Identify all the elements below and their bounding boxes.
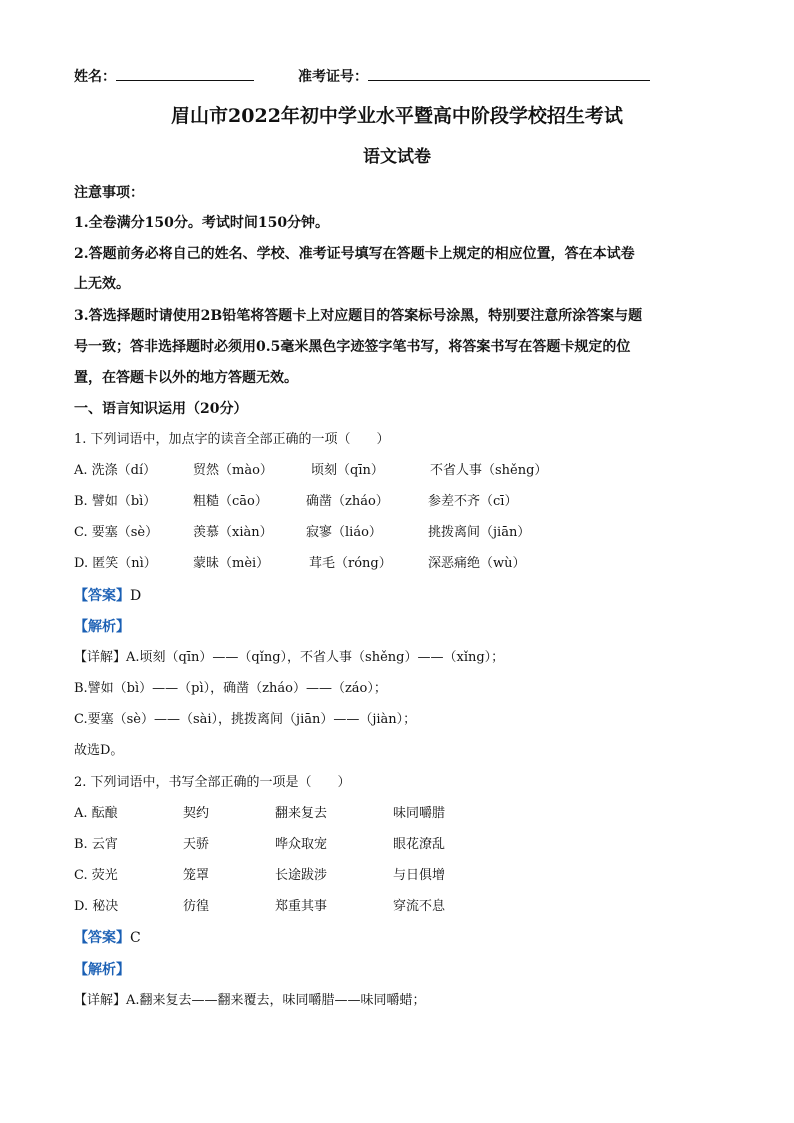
question-2-stem: 2. 下列词语中，书写全部正确的一项是（ ）: [74, 775, 351, 790]
id-field-row: [298, 66, 650, 87]
id-blank: [368, 66, 650, 81]
q2-option-b-1: B. 云宵: [74, 837, 118, 852]
q2-option-c-3: 长途跋涉: [275, 868, 328, 883]
q2-answer-tag: 【答案】: [74, 930, 130, 946]
name-field-row: [74, 66, 254, 87]
q1-option-b-4: 参差不齐（cī）: [428, 494, 518, 509]
q2-option-b-4: 眼花潦乱: [393, 837, 446, 852]
q1-answer-tag: 【答案】: [74, 588, 130, 604]
q1-detail-tag: 【详解】: [74, 650, 127, 665]
q1-option-c-4: 挑拨离间（jiān）: [428, 525, 531, 540]
q1-option-a-2: 贸然（mào）: [193, 463, 273, 478]
q2-option-a-2: 契约: [183, 806, 210, 821]
q2-detail-tag: 【详解】: [74, 993, 127, 1008]
q1-detail-4: 故选D。: [74, 743, 124, 758]
q1-option-b-3: 确凿（zháo）: [306, 494, 389, 509]
section-heading: 一、语言知识运用（20分）: [74, 401, 248, 417]
name-blank: [116, 66, 254, 81]
notes-heading: 注意事项：: [74, 185, 144, 201]
q1-option-d-1: D. 匿笑（nì）: [74, 556, 157, 571]
q2-option-b-3: 哗众取宠: [275, 837, 328, 852]
q1-option-d-2: 蒙昧（mèi）: [193, 556, 270, 571]
q1-detail-1: A.顷刻（qīn）——（qǐng），不省人事（shěng）——（xǐng）；: [126, 650, 505, 665]
q1-option-a-3: 顷刻（qīn）: [311, 463, 384, 478]
q1-option-c-1: C. 要塞（sè）: [74, 525, 159, 540]
id-label: 准考证号：: [298, 69, 368, 85]
q2-detail-row-1: [74, 991, 426, 1011]
q1-option-c-2: 羡慕（xiàn）: [193, 525, 273, 540]
q2-answer-row: [74, 928, 141, 948]
q2-option-c-4: 与日俱增: [393, 868, 446, 883]
q1-analysis-tag: 【解析】: [74, 619, 130, 635]
q1-option-b-1: B. 譬如（bì）: [74, 494, 157, 509]
q1-option-d-3: 茸毛（róng）: [309, 556, 392, 571]
exam-title: 眉山市2022年初中学业水平暨高中阶段学校招生考试: [171, 105, 623, 127]
q2-option-a-1: A. 酝酿: [74, 806, 118, 821]
q2-option-d-2: 彷徨: [183, 899, 210, 914]
note-3-line-2: 号一致；答非选择题时必须用0.5毫米黑色字迹签字笔书写，将答案书写在答题卡规定的位: [74, 339, 631, 355]
note-1: 1.全卷满分150分。考试时间150分钟。: [74, 215, 330, 231]
name-label: 姓名：: [74, 69, 116, 85]
q1-option-a-1: A. 洗涤（dí）: [74, 463, 157, 478]
q1-detail-2: B.譬如（bì）——（pì），确凿（zháo）——（záo）；: [74, 681, 387, 696]
q1-option-c-3: 寂寥（liáo）: [306, 525, 382, 540]
q1-option-d-4: 深恶痛绝（wù）: [428, 556, 526, 571]
q2-detail-1: A.翻来复去——翻来覆去，味同嚼腊——味同嚼蜡；: [126, 993, 426, 1008]
q1-answer-row: [74, 586, 141, 606]
q2-option-d-3: 郑重其事: [275, 899, 328, 914]
note-3-line-3: 置，在答题卡以外的地方答题无效。: [74, 370, 298, 386]
q1-option-b-2: 粗糙（cāo）: [193, 494, 268, 509]
q1-detail-3: C.要塞（sè）——（sài），挑拨离间（jiān）——（jiàn）；: [74, 712, 417, 727]
note-3-line-1: 3.答选择题时请使用2B铅笔将答题卡上对应题目的答案标号涂黑，特别要注意所涂答案与题: [74, 308, 643, 324]
note-2-line-1: 2.答题前务必将自己的姓名、学校、准考证号填写在答题卡上规定的相应位置，答在本试卷: [74, 246, 635, 262]
question-1-stem: 1. 下列词语中，加点字的读音全部正确的一项（ ）: [74, 432, 390, 447]
q1-option-a-4: 不省人事（shěng）: [430, 463, 548, 478]
q2-option-b-2: 天骄: [183, 837, 210, 852]
note-2-line-2: 上无效。: [74, 276, 130, 292]
q2-analysis-tag: 【解析】: [74, 962, 130, 978]
q2-option-a-3: 翻来复去: [275, 806, 328, 821]
q2-option-d-1: D. 秘决: [74, 899, 119, 914]
q2-option-c-1: C. 荧光: [74, 868, 118, 883]
q1-analysis-row: [74, 617, 130, 637]
q2-answer-value: C: [130, 930, 141, 946]
q2-option-d-4: 穿流不息: [393, 899, 446, 914]
exam-subtitle: 语文试卷: [363, 147, 431, 167]
q2-option-a-4: 味同嚼腊: [393, 806, 446, 821]
q2-analysis-row: [74, 960, 130, 980]
q1-answer-value: D: [130, 588, 142, 604]
q1-detail-row-1: [74, 648, 504, 668]
q2-option-c-2: 笼罩: [183, 868, 210, 883]
